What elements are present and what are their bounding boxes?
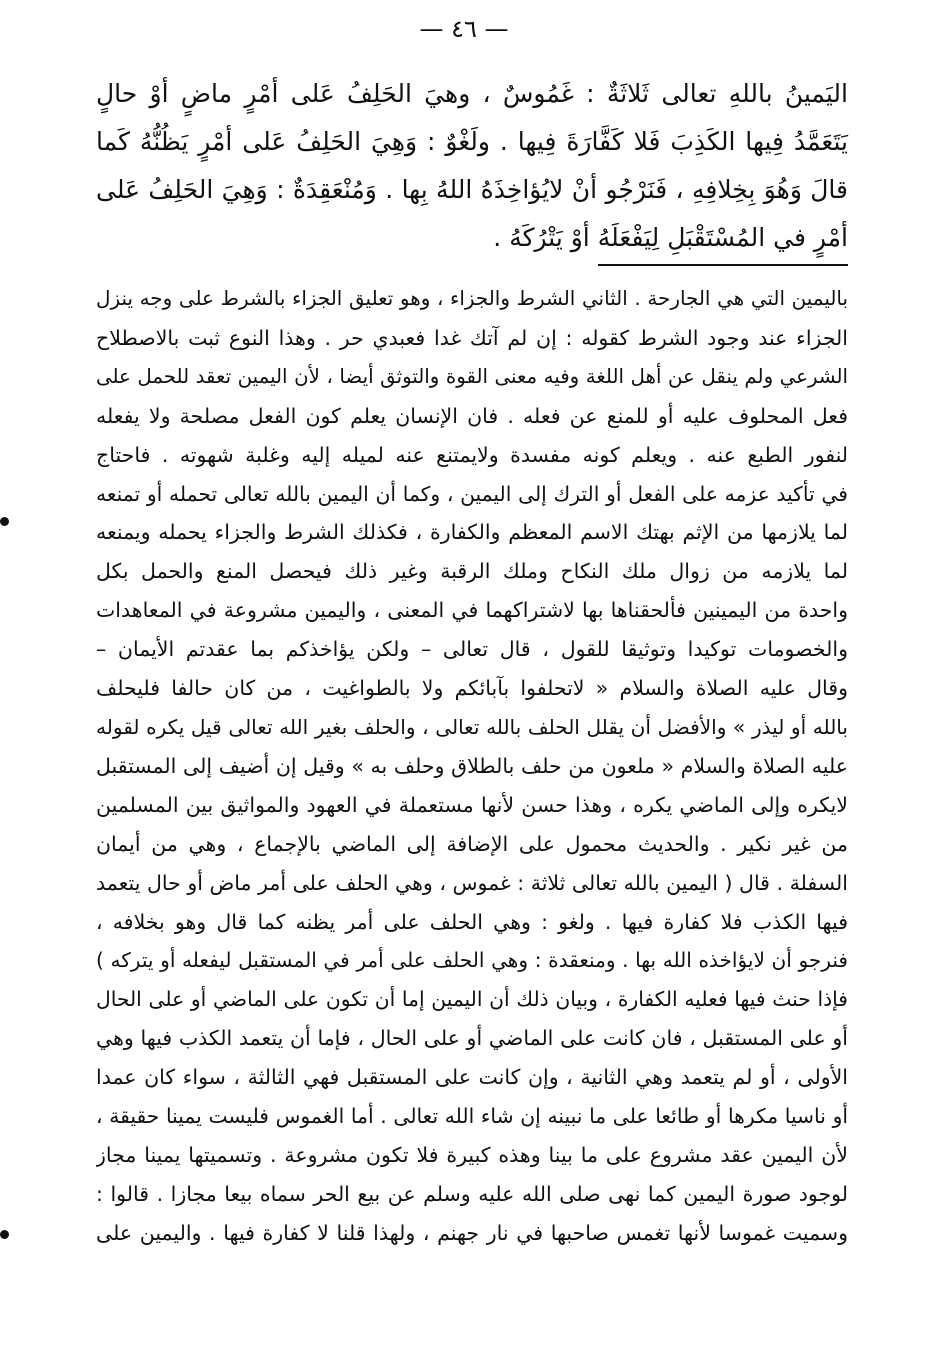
commentary-line: بالله أو ليذر » والأفضل أن يقلل الحلف بالله تعالى ، والحلف بغير الله تعالى قيل يكره لقوله xyxy=(96,714,848,739)
commentary-line: الجزاء عند وجود الشرط كقوله : إن لم آتك غدا فعبدي حر . وهذا النوع ثبت بالاصطلاح xyxy=(96,325,848,350)
commentary-line: فإذا حنث فيها فعليه الكفارة ، وبيان ذلك أن اليمين إما أن تكون على الماضي أو على الحال xyxy=(96,987,848,1012)
commentary-line: باليمين التي هي الجارحة . الثاني الشرط والجزاء ، وهو تعليق الجزاء بالشرط على وجه ينزل xyxy=(96,287,848,310)
commentary-line: فنرجو أن لايؤاخذه الله بها . ومنعقدة : وهي الحلف على أمر في المستقبل ليفعله أو يتركه ) xyxy=(96,948,848,973)
commentary-line: فيها الكذب فلا كفارة فيها . ولغو : وهي الحلف على أمر يظنه كما قال وهو بخلافه ، xyxy=(96,909,848,934)
separator-rule xyxy=(598,264,848,266)
commentary-paragraph xyxy=(96,280,848,1253)
commentary-line: لوجود صورة اليمين كما نهى صلى الله عليه وسلم عن بيع الحر سماه بيعا مجازا . قالوا : xyxy=(96,1181,848,1206)
commentary-line: فعل المحلوف عليه أو للمنع عن فعله . فان الإنسان يعلم كون الفعل مصلحة ولا يفعله xyxy=(96,403,848,428)
commentary-line: لما يلازمها من الإثم بهتك الاسم المعظم والكفارة ، فكذلك الشرط والجزاء يحمله ويمنعه xyxy=(96,520,848,545)
commentary-line: والخصومات توكيدا وتوثيقا للقول ، قال تعالى – ولكن يؤاخذكم بما عقدتم الأيمان – xyxy=(96,637,848,662)
commentary-line: لايكره وإلى الماضي يكره ، وهذا حسن لأنها مستعملة في العهود والمواثيق بين المسلمين xyxy=(96,792,848,817)
commentary-line: أو على المستقبل ، فان كانت على الماضي أو على الحال ، فإما أن يتعمد الكذب فيها وهي xyxy=(96,1026,848,1051)
margin-mark xyxy=(0,517,9,526)
commentary-line: من غير نكير . والحديث محمول على الإضافة إلى الماضي بالإجماع ، وهي من أيمان xyxy=(96,831,848,856)
page-number: — ٤٦ — xyxy=(419,15,509,43)
commentary-line: وسميت غموسا لأنها تغمس صاحبها في نار جهنم ، ولهذا قلنا لا كفارة فيها . واليمين على xyxy=(96,1220,848,1245)
commentary-line: لما يلازمه من زوال ملك النكاح وملك الرقبة وغير ذلك فيحصل المنع والحمل بكل xyxy=(96,559,848,584)
commentary-line: عليه الصلاة والسلام « ملعون من حلف بالطلاق وحلف به » وقيل إن أضيف إلى المستقبل xyxy=(96,753,848,778)
commentary-block xyxy=(96,280,848,1253)
main-text-block xyxy=(96,70,848,262)
commentary-line: لأن اليمين عقد مشروع على ما بينا وهذه كبيرة فلا تكون مشروعة . وتسميتها يمينا مجاز xyxy=(96,1142,848,1167)
margin-mark xyxy=(0,1230,9,1239)
commentary-line: واحدة من اليمينين فألحقناها بها لاشتراكهما في المعنى ، واليمين مشروعة في المعاهدات xyxy=(96,598,848,623)
commentary-line: أو ناسيا مكرها أو طائعا على ما نبينه إن شاء الله تعالى . أما الغموس فليست يمينا حقيقة ، xyxy=(96,1104,848,1129)
commentary-line: لنفور الطبع عنه . ويعلم كونه مفسدة ولايمتنع عنه لميله إليه وغلبة شهوته . فاحتاج xyxy=(96,442,848,467)
main-text-paragraph: اليَمينُ باللهِ تعالى ثَلاثَةٌ : غَمُوسٌ ، وهيَ الحَلِفُ عَلى أمْرٍ ماضٍ أوْ حالٍ يَتَعَمَّدُ فِيها الكَذِبَ فَلا كَفَّارَةَ فِيها . ولَغْوٌ : وَهِيَ الحَلِفُ عَلى أمْرٍ يَظُنُّهُ كَما قالَ وَهُوَ بِخِلافِهِ ، فَنَرْجُو أنْ لايُؤاخِذَهُ اللهُ بِها . وَمُنْعَقِدَةٌ : وَهِيَ الحَلِفُ عَلى أمْرٍ في المُسْتَقْبَلِ لِيَفْعَلَهُ أوْ يَتْرُكَهُ . xyxy=(96,79,848,252)
commentary-line: الشرعي ولم ينقل عن أهل اللغة وفيه معنى القوة والتوثق أيضا ، لأن اليمين تعقد للحمل على xyxy=(96,364,848,388)
commentary-line: السفلة . قال ( اليمين بالله تعالى ثلاثة : غموس ، وهي الحلف على أمر ماض أو حال يتعمد xyxy=(96,870,848,895)
commentary-line: الأولى ، أو لم يتعمد وهي الثانية ، وإن كانت على المستقبل فهي الثالثة ، سواء كان عمدا xyxy=(96,1065,848,1090)
commentary-line: وقال عليه الصلاة والسلام « لاتحلفوا بآبائكم ولا بالطواغيت ، من كان حالفا فليحلف xyxy=(96,676,848,701)
commentary-line: في تأكيد عزمه على الفعل أو الترك إلى اليمين ، وكما أن اليمين بالله تعالى تحمله أو تمنعه xyxy=(96,481,848,506)
